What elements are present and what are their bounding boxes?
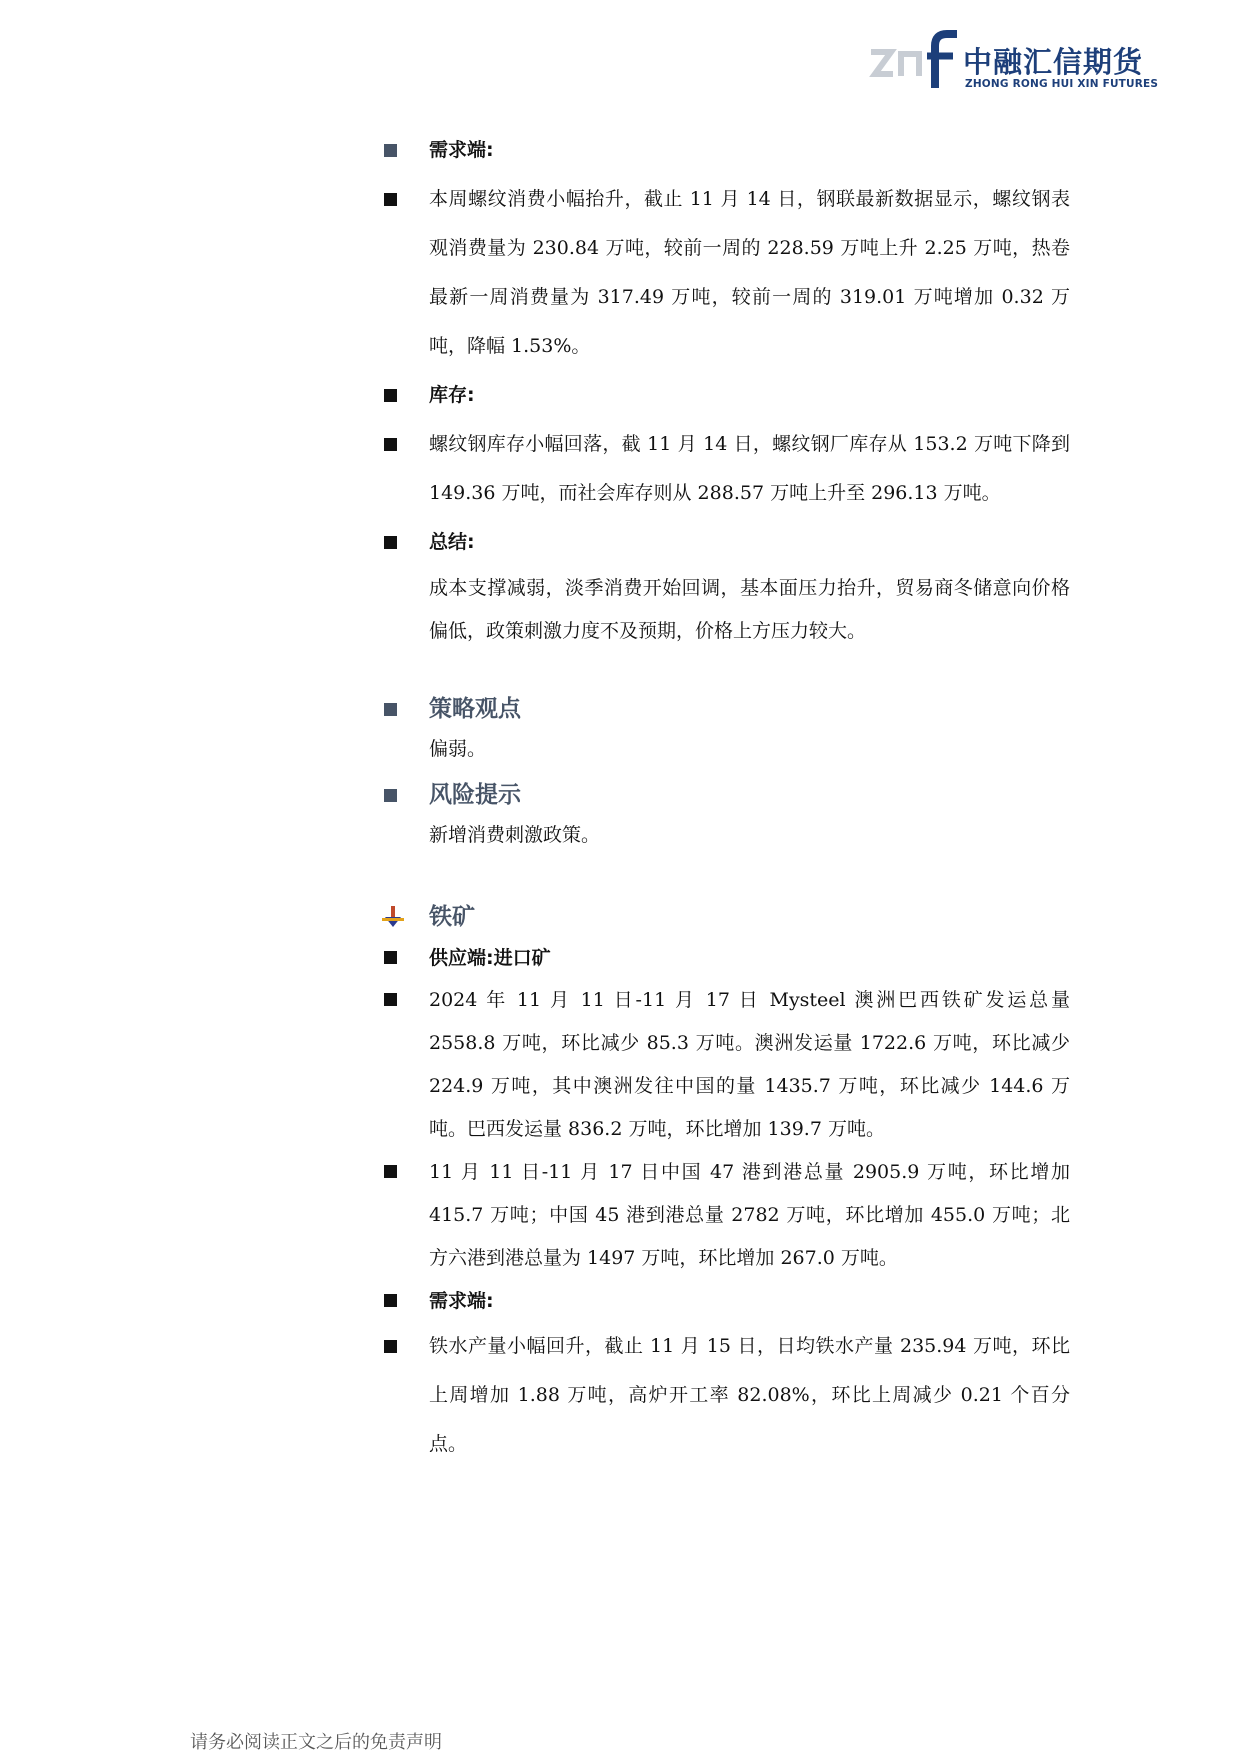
rebar-summary-heading-block	[384, 518, 1070, 567]
strategy-title: 策略观点	[429, 696, 521, 722]
risk-title: 风险提示	[429, 782, 521, 808]
rebar-demand-heading-block	[384, 126, 1070, 175]
ore-supply-heading: 供应端:进口矿	[429, 947, 551, 969]
ore-demand-heading-block	[384, 1280, 1070, 1322]
rebar-inventory-heading-block	[384, 371, 1070, 420]
risk-text: 新增消费刺激政策。	[429, 824, 601, 846]
logo-chinese-name: 中融汇信期货	[963, 45, 1144, 79]
footer-disclaimer: 请务必阅读正文之后的免责声明	[190, 1732, 442, 1753]
square-bullet-icon	[384, 951, 397, 964]
rebar-demand-block	[384, 175, 1070, 371]
ore-supply-heading-block	[384, 937, 1070, 979]
square-bullet-icon	[384, 789, 397, 802]
square-bullet-icon	[384, 1340, 397, 1353]
ore-demand-heading: 需求端:	[429, 1290, 494, 1312]
risk-title-block	[384, 775, 1070, 815]
iron-ore-title-block	[384, 897, 1070, 937]
znf-logo-mark	[869, 28, 959, 90]
rebar-summary-text: 成本支撑减弱，淡季消费开始回调，基本面压力抬升，贸易商冬储意向价格偏低，政策刺激力度不及预期，价格上方压力较大。	[429, 577, 1070, 642]
ore-supply-block-1	[384, 979, 1070, 1151]
ore-supply-block-2	[384, 1151, 1070, 1280]
ore-supply-text-1: 2024 年 11 月 11 日-11 月 17 日 Mysteel 澳洲巴西铁矿发运总量 2558.8 万吨，环比减少 85.3 万吨。澳洲发运量 1722.6 万吨，环比减少 224.9 万吨，其中澳洲发往中国的量 1435.7 万吨，环比减少 144.6 万吨。巴西发运量 836.2 万吨，环比增加 139.7 万吨。	[429, 989, 1070, 1140]
rebar-demand-heading: 需求端:	[429, 139, 494, 161]
square-bullet-icon	[384, 1294, 397, 1307]
rebar-inventory-text: 螺纹钢库存小幅回落，截 11 月 14 日，螺纹钢厂库存从 153.2 万吨下降到 149.36 万吨，而社会库存则从 288.57 万吨上升至 296.13 万吨。	[429, 433, 1070, 504]
rebar-summary-block	[384, 567, 1070, 653]
square-bullet-icon	[384, 703, 397, 716]
company-logo	[869, 28, 1169, 90]
rebar-summary-heading: 总结:	[429, 531, 475, 553]
arrow-cross-icon	[381, 905, 405, 929]
square-bullet-icon	[384, 389, 397, 402]
iron-ore-title: 铁矿	[429, 904, 475, 930]
strategy-text: 偏弱。	[429, 738, 487, 760]
square-bullet-icon	[384, 993, 397, 1006]
square-bullet-icon	[384, 438, 397, 451]
risk-block	[384, 815, 1070, 855]
rebar-inventory-heading: 库存:	[429, 384, 475, 406]
square-bullet-icon	[384, 193, 397, 206]
square-bullet-icon	[384, 1165, 397, 1178]
ore-supply-text-2: 11 月 11 日-11 月 17 日中国 47 港到港总量 2905.9 万吨，环比增加 415.7 万吨；中国 45 港到港总量 2782 万吨，环比增加 455.0 万吨；北方六港到港总量为 1497 万吨，环比增加 267.0 万吨。	[429, 1161, 1070, 1269]
square-bullet-icon	[384, 144, 397, 157]
logo-english-name: ZHONG RONG HUI XIN FUTURES	[965, 78, 1159, 90]
report-body	[384, 126, 1070, 1469]
square-bullet-icon	[384, 536, 397, 549]
ore-demand-block	[384, 1322, 1070, 1469]
strategy-title-block	[384, 689, 1070, 729]
rebar-inventory-block	[384, 420, 1070, 518]
ore-demand-text: 铁水产量小幅回升，截止 11 月 15 日，日均铁水产量 235.94 万吨，环比上周增加 1.88 万吨，高炉开工率 82.08%，环比上周减少 0.21 个百分点。	[429, 1335, 1070, 1455]
strategy-block	[384, 729, 1070, 769]
rebar-demand-text: 本周螺纹消费小幅抬升，截止 11 月 14 日，钢联最新数据显示，螺纹钢表观消费量为 230.84 万吨，较前一周的 228.59 万吨上升 2.25 万吨，热卷最新一周消费量为 317.49 万吨，较前一周的 319.01 万吨增加 0.32 万吨，降幅 1.53%。	[429, 188, 1070, 357]
